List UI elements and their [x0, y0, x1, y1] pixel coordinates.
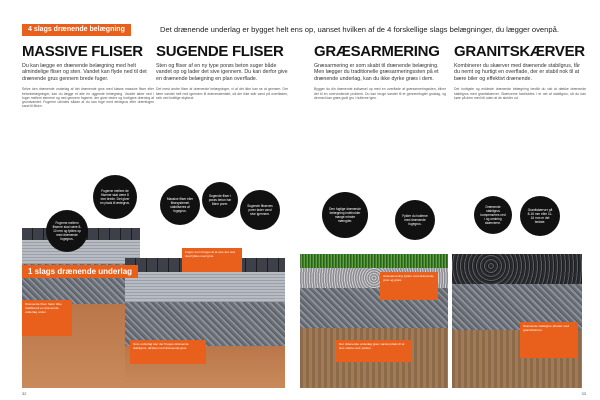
column-title: MASSIVE FLISER	[22, 43, 143, 60]
column-body: Det mest andre fliser af drænende belægninger, vi af det ikke kan se at gennem. Der fører vandet helt ned igennem til drænmaterialet, så der ikke står vand på overfladen, selv ved kraftige skybrud.	[156, 87, 288, 100]
page-number-right: 33	[581, 391, 586, 396]
column-body: Det hurtigste og enkleste drænende belægning består du vist at dække drænende stabilgrus med granitskærver. Skærverne fastholdes i et net af stabilgrus, så du kan køre på dem med bil uden at de skrider ud.	[454, 87, 586, 100]
callout-bubble: Fugerne mellem fliserne skal være 8-10 mm og fyldes op med drænende fugegrus.	[46, 210, 88, 252]
column-body: Selve den drænende underlag af det drænende grus med klasse massive fliser eller betonbelægninger, kan du lægge et alle en uggende belægning. Vandet løber ned i fuger mellem stenene og ned gennem fugerne, der giver bedre og hurtigere dræning af grundvandet. Fugerne udvides sådan at du kan fuge med ærtegrus eller drænfugen sand til flisen.	[22, 87, 154, 109]
rock-layer	[452, 254, 582, 284]
note-box: Som underlag kan der bruges drænende stabilgrus, afrettet med drænende grus.	[130, 340, 206, 364]
note-box: Græsarmering fyldes med drænende grus og græs.	[380, 272, 438, 300]
note-box: Drænende stabilgrus afrettet med granitskærver.	[520, 322, 578, 358]
column-title: GRANITSKÆRVER	[454, 43, 585, 60]
callout-bubble: Fugerne mellem de fliserne skal være 8 mm brede. Det giver en plads til ærtegrus.	[93, 175, 137, 219]
note-box: Der drænende underlag giver vandet plads til at sive videre ned i jorden.	[336, 340, 412, 362]
callout-bubble: Massive fliser eller flisesystemet stabiliseres af fugegrus.	[160, 185, 200, 225]
underlag-label: 1 slags drænende underlag	[22, 265, 138, 278]
callout-bubble: Den fugtige drænende belægning indeholder mange mindre mængder.	[322, 192, 368, 238]
page-number-left: 32	[22, 391, 27, 396]
column-graes	[314, 44, 446, 100]
callout-bubble: Sugende fliser i porøs beton har åbne porer.	[202, 182, 238, 218]
note-box: Drænende fliser hører ikke traditionelt en drænende underlag under.	[22, 300, 72, 336]
column-lead: Sten og fliser af en ny type porøs beton suger både vandet op og lader det sive igennem. Du kan derfor give en drænende belægning en plan overflade.	[156, 63, 288, 82]
illustration-granitskaerver	[452, 198, 582, 388]
column-title: GRÆSARMERING	[314, 43, 440, 60]
callout-bubble: Sugende flisernes porer lader vand sive igennem.	[240, 190, 280, 230]
gravel-layer	[125, 272, 285, 302]
column-massive	[22, 44, 154, 109]
column-sugende	[156, 44, 288, 100]
note-box: Fugen som bruges til at sive det ned skal fyldes med grus.	[182, 248, 242, 272]
intro-text: Det drænende underlag er bygget helt ens op, uanset hvilken af de 4 forskellige slags belægninger, du lægger ovenpå.	[160, 25, 559, 34]
section-tab: 4 slags drænende belægning	[22, 24, 131, 36]
callout-bubble: Granitskærver på 8-16 mm eller 11-16 mm er det bedste.	[520, 196, 560, 236]
column-lead: Græsarmering er som skabt til drænende belægning. Men lægger du traditionelle græsarmeringssten på et drænende underlag, kan du ikke dyrke græs i dem.	[314, 63, 439, 82]
column-lead: Du kan lægge en drænende belægning med helt almindelige fliser og sten. Vandet kan flyde ned til det drænende grus gennem brede fuger.	[22, 63, 147, 82]
callout-bubble: Drænende stabilgrus kompenseres ned i og omkring skærverne.	[474, 196, 512, 234]
column-body: Bygger du din drænende indkørsel op med en overflade af græsarmeringssten, bliver det til en overvindende problem. Du kan bruge sandet til et gennemfugtet gruslag, og dermed kan græs godt gro i hullerne igen.	[314, 87, 446, 100]
column-title: SUGENDE FLISER	[156, 43, 284, 60]
grass-layer	[300, 254, 448, 268]
column-granit	[454, 44, 586, 100]
column-lead: Kombinerer du skærver med drænende stabilgrus, får du nemt og hurtigt en overflade, der er stabil nok til at bære biler og effektivt drænende.	[454, 63, 581, 82]
callout-bubble: Fylder du hullerne med drænende fugegrus.	[395, 200, 435, 240]
